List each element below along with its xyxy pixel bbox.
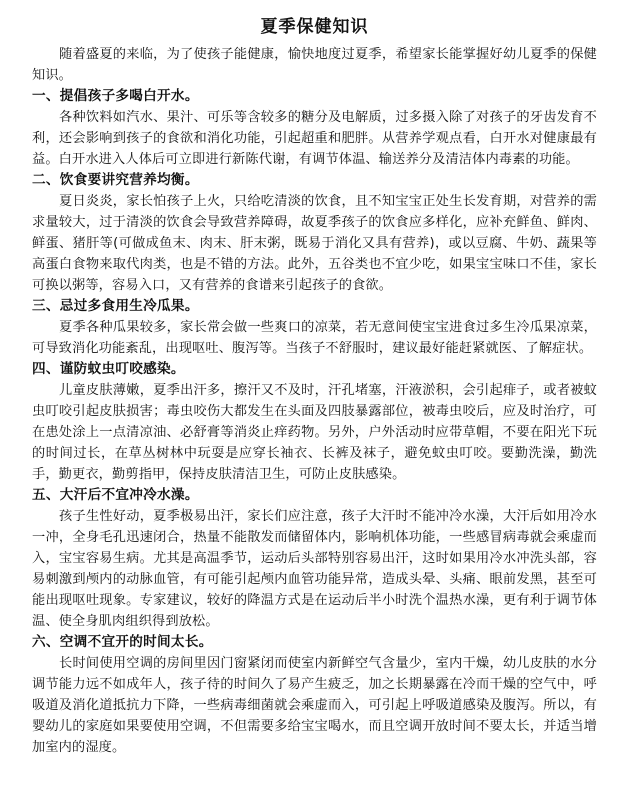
section-heading: 六、空调不宜开的时间太长。 [32, 634, 213, 650]
section-drink-water [32, 86, 597, 170]
section-heading: 四、谨防蚊虫叮咬感染。 [32, 361, 185, 377]
section-body: 长时间使用空调的房间里因门窗紧闭而使室内新鲜空气含量少，室内干燥，幼儿皮肤的水分调节能力远不如成年人，孩子待的时间久了易产生疲乏，加之长期暴露在冷而干燥的空气中，呼吸道及消化道抵抗力下降，一些病毒细菌就会乘虚而入，可引起上呼吸道感染及腹泻。所以，有婴幼儿的家庭如果要使用空调，不但需要多给宝宝喝水，而且空调开放时间不要太长，并适当增加室内的湿度。 [32, 656, 597, 755]
section-heading: 一、提倡孩子多喝白开水。 [32, 88, 199, 104]
section-heading: 二、饮食要讲究营养均衡。 [32, 172, 199, 188]
section-heading: 五、大汗后不宜冲冷水澡。 [32, 487, 199, 503]
section-heading: 三、忌过多食用生冷瓜果。 [32, 298, 199, 314]
section-air-conditioning [32, 632, 597, 758]
section-cold-fruit [32, 296, 597, 359]
section-insect-bites [32, 359, 597, 485]
section-body: 各种饮料如汽水、果汁、可乐等含较多的糖分及电解质，过多摄入除了对孩子的牙齿发育不利，还会影响到孩子的食欲和消化功能，引起超重和肥胖。从营养学观点看，白开水对健康最有益。白开水进入人体后可立即进行新陈代谢，有调节体温、输送养分及清洁体内毒素的功能。 [32, 110, 597, 167]
intro-paragraph: 随着盛夏的来临，为了使孩子能健康，愉快地度过夏季，希望家长能掌握好幼儿夏季的保健知识。 [32, 47, 597, 83]
section-balanced-diet [32, 170, 597, 296]
section-body: 儿童皮肤薄嫩，夏季出汗多，擦汗又不及时，汗孔堵塞，汗液淤积，会引起痱子，或者被蚊虫叮咬引起皮肤损害；毒虫咬伤大都发生在头面及四肢暴露部位，被毒虫咬后，应及时治疗，可在患处涂上一点清凉油、必舒膏等消炎止痒药物。另外，户外活动时应带草帽，不要在阳光下玩的时间过长，在草丛树林中玩耍是应穿长袖衣、长裤及袜子，避免蚊虫叮咬。要勤洗澡，勤洗手，勤更衣，勤剪指甲，保持皮肤清洁卫生，可防止皮肤感染。 [32, 383, 597, 482]
document-title: 夏季保健知识 [260, 17, 369, 37]
section-cold-shower [32, 485, 597, 632]
section-body: 孩子生性好动，夏季极易出汗，家长们应注意，孩子大汗时不能冲冷水澡，大汗后如用冷水一冲，全身毛孔迅速闭合，热量不能散发而储留体内，影响机体功能，一些感冒病毒就会乘虚而入，宝宝容易生病。尤其是高温季节，运动后头部特别容易出汗，这时如果用冷水冲洗头部，容易刺激到颅内的动脉血管，有可能引起颅内血管功能异常，造成头晕、头痛、眼前发黑，甚至可能出现呕吐现象。专家建议，较好的降温方式是在运动后半小时洗个温热水澡，更有利于调节体温、使全身肌肉组织得到放松。 [32, 509, 597, 629]
section-body: 夏季各种瓜果较多，家长常会做一些爽口的凉菜，若无意间使宝宝进食过多生冷瓜果凉菜，可导致消化功能紊乱，出现呕吐、腹泻等。当孩子不舒服时，建议最好能赶紧就医、了解症状。 [32, 320, 597, 356]
section-body: 夏日炎炎，家长怕孩子上火，只给吃清淡的饮食，且不知宝宝正处生长发育期，对营养的需求量较大，过于清淡的饮食会导致营养障碍，故夏季孩子的饮食应多样化，应补充鲜鱼、鲜肉、鲜蛋、猪肝等(可做成鱼末、肉末、肝末粥，既易于消化又具有营养)，或以豆腐、牛奶、蔬果等高蛋白食物来取代肉类，也是不错的方法。此外，五谷类也不宜少吃，如果宝宝味口不佳，家长可换以粥等，容易入口，又有营养的食谱来引起孩子的食欲。 [32, 194, 597, 293]
